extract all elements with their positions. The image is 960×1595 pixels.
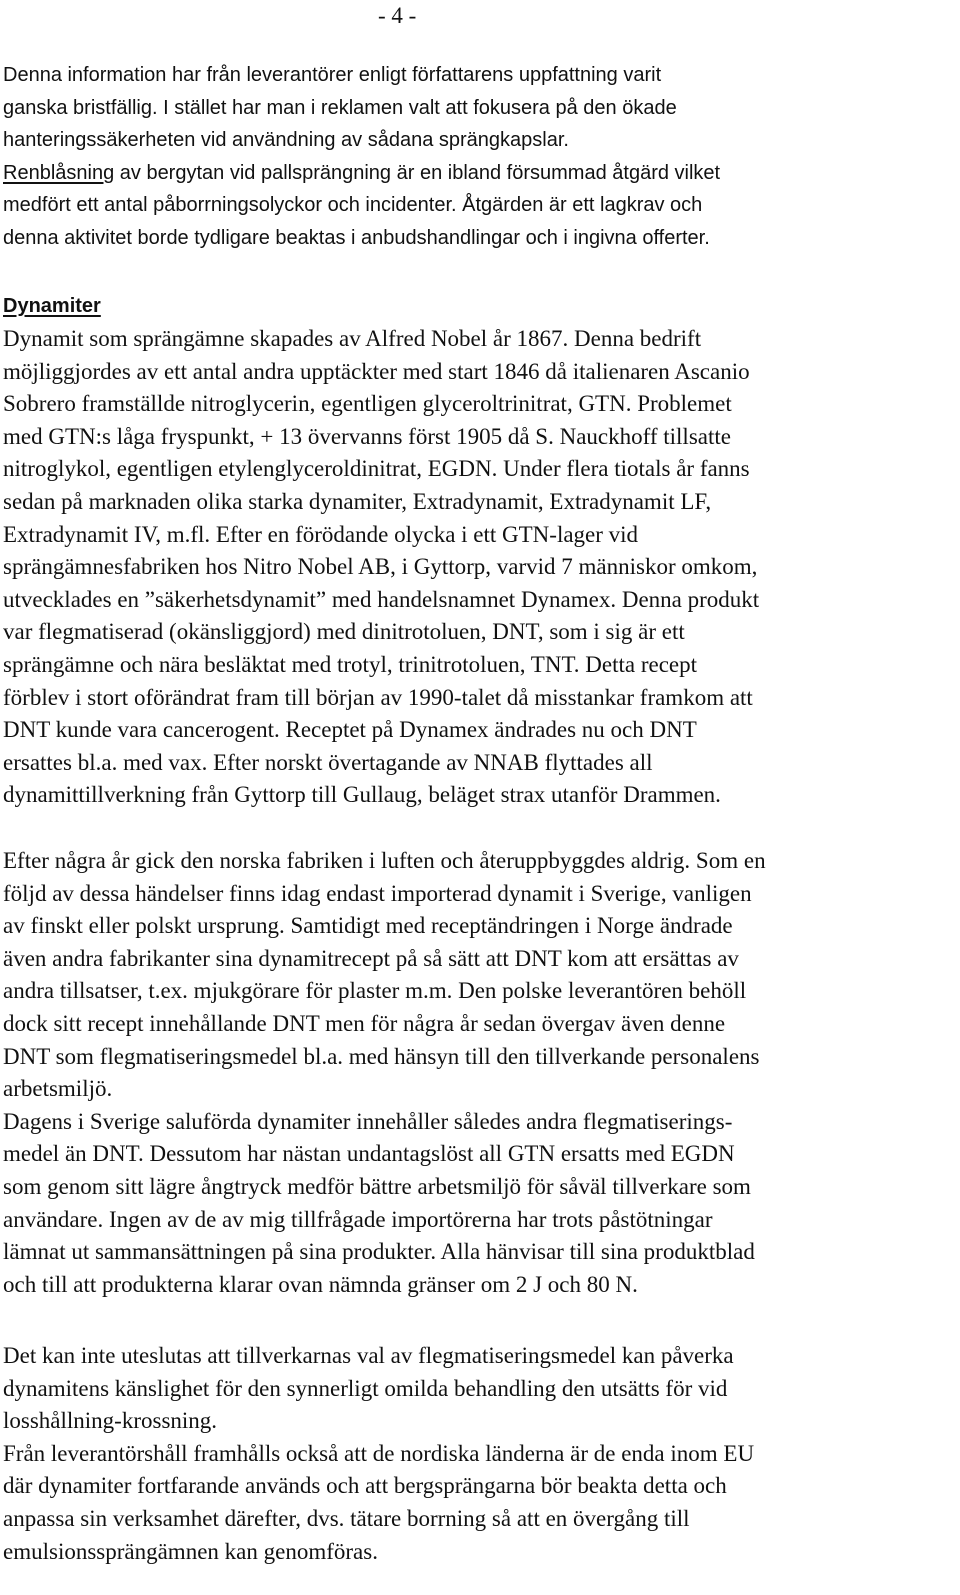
text-line: nitroglykol, egentligen etylenglyceroldinitrat, EGDN. Under flera tiotals år fanns [3, 456, 750, 482]
text-line: sedan på marknaden olika starka dynamiter, Extradynamit, Extradynamit LF, [3, 488, 712, 514]
text-line: följd av dessa händelser finns idag endast importerad dynamit i Sverige, vanligen [3, 880, 752, 906]
text-line: dynamitens känslighet för den synnerligt omilda behandling den utsätts för vid [3, 1375, 728, 1401]
text-line: utvecklades en ”säkerhetsdynamit” med handelsnamnet Dynamex. Denna produkt [3, 586, 760, 612]
text-line: och till att produkterna klarar ovan nämnda gränser om 2 J och 80 N. [3, 1271, 638, 1297]
text-line: även andra fabrikanter sina dynamitrecept på så sätt att DNT kom att ersättas av [3, 945, 739, 971]
text-line: Sobrero framställde nitroglycerin, egentligen glyceroltrinitrat, GTN. Problemet [3, 391, 732, 417]
text-segment: av bergytan vid pallsprängning är en ibland försummad åtgärd vilket [114, 161, 721, 184]
page-number: - 4 - [378, 3, 417, 28]
text-line: medel än DNT. Dessutom har nästan undantagslöst all GTN ersatts med EGDN [3, 1141, 735, 1167]
norway-paragraph [3, 845, 958, 1301]
dynamiter-paragraph [3, 323, 958, 812]
text-line: Dagens i Sverige saluförda dynamiter innehåller således andra flegmatiserings- [3, 1108, 733, 1134]
text-line: som genom sitt lägre ångtryck medför bättre arbetsmiljö för såväl tillverkare som [3, 1173, 751, 1199]
text-line: av finskt eller polskt ursprung. Samtidigt med receptändringen i Norge ändrade [3, 913, 733, 939]
text-line: medfört ett antal påborrningsolyckor och incidenter. Åtgärden är ett lagkrav och [3, 194, 703, 217]
text-line: denna aktivitet borde tydligare beaktas i anbudshandlingar och i ingivna offerter. [3, 226, 710, 249]
closing-paragraph [3, 1340, 958, 1568]
intro-paragraph [3, 59, 958, 255]
text-line: DNT som flegmatiseringsmedel bl.a. med hänsyn till den tillverkande personalens [3, 1043, 760, 1069]
text-line: Denna information har från leverantörer enligt författarens uppfattning varit [3, 64, 662, 86]
text-line: där dynamiter fortfarande används och att bergsprängarna bör beakta detta och [3, 1473, 727, 1499]
text-line: dock sitt recept innehållande DNT men för några år sedan övergav även denne [3, 1010, 726, 1036]
text-line: möjliggjordes av ett antal andra upptäckter med start 1846 då italienaren Ascanio [3, 358, 750, 384]
text-line: arbetsmiljö. [3, 1076, 113, 1102]
text-line: sprängämnesfabriken hos Nitro Nobel AB, i Gyttorp, varvid 7 människor omkom, [3, 554, 758, 580]
text-line: ersattes bl.a. med vax. Efter norskt övertagande av NNAB flyttades all [3, 749, 653, 775]
text-line: sprängämne och nära besläktat med trotyl, trinitrotoluen, TNT. Detta recept [3, 651, 698, 677]
text-line: användare. Ingen av de av mig tillfrågade importörerna har trots påstötningar [3, 1206, 713, 1232]
text-line: Efter några år gick den norska fabriken i luften och återuppbyggdes aldrig. Som en [3, 848, 766, 873]
text-line [3, 157, 958, 190]
text-line: Det kan inte uteslutas att tillverkarnas val av flegmatiseringsmedel kan påverka [3, 1343, 734, 1368]
text-line: Från leverantörshåll framhålls också att de nordiska länderna är de enda inom EU [3, 1440, 755, 1466]
dynamiter-heading-block [3, 290, 958, 323]
text-line: Extradynamit IV, m.fl. Efter en förödande olycka i ett GTN-lager vid [3, 521, 639, 547]
text-line: var flegmatiserad (okänsliggjord) med dinitrotoluen, DNT, som i sig är ett [3, 619, 685, 645]
text-line: dynamittillverkning från Gyttorp till Gullaug, beläget strax utanför Drammen. [3, 782, 721, 808]
text-line: ganska bristfällig. I stället har man i reklamen valt att fokusera på den ökade [3, 96, 677, 119]
text-line: losshållning-krossning. [3, 1408, 218, 1434]
text-line: Dynamit som sprängämne skapades av Alfred Nobel år 1867. Denna bedrift [3, 326, 702, 351]
dynamiter-heading: Dynamiter [3, 295, 101, 317]
text-line: andra tillsatser, t.ex. mjukgörare för plaster m.m. Den polske leverantören behöll [3, 978, 747, 1004]
text-line: hanteringssäkerheten vid användning av sådana sprängkapslar. [3, 129, 569, 152]
text-line: emulsionssprängämnen kan genomföras. [3, 1538, 378, 1564]
text-line: anpassa sin verksamhet därefter, dvs. tätare borrning så att en övergång till [3, 1505, 690, 1531]
text-line: DNT kunde vara cancerogent. Receptet på Dynamex ändrades nu och DNT [3, 717, 697, 743]
text-line: förblev i stort oförändrat fram till början av 1990-talet då misstankar framkom att [3, 684, 753, 710]
text-line: lämnat ut sammansättningen på sina produkter. Alla hänvisar till sina produktblad [3, 1239, 755, 1265]
text-line: med GTN:s låga fryspunkt, + 13 övervanns först 1905 då S. Nauckhoff tillsatte [3, 423, 731, 449]
renblasning-underlined-term: Renblåsning [3, 161, 115, 184]
